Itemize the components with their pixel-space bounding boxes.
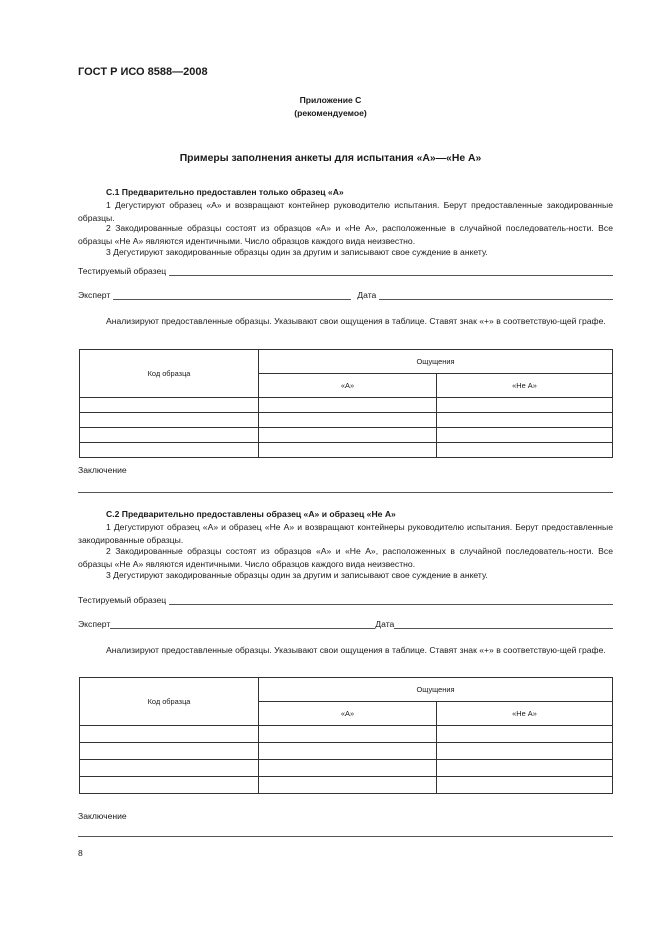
- paragraph: 1 Дегустируют образец «А» и возвращают контейнер руководителю испытания. Берут предоставленные закодированные образцы.: [78, 200, 613, 223]
- expert-label: Эксперт: [78, 619, 111, 629]
- page-number: 8: [78, 848, 83, 858]
- cell-a[interactable]: [259, 760, 437, 777]
- document-code: ГОСТ Р ИСО 8588—2008: [78, 66, 208, 78]
- cell-a[interactable]: [259, 743, 437, 760]
- sensation-table: [79, 677, 613, 794]
- table-row: [80, 398, 613, 413]
- sensation-header: Ощущения: [259, 678, 613, 702]
- cell-code[interactable]: [80, 443, 259, 458]
- conclusion-line[interactable]: [78, 492, 613, 493]
- tested-sample-field[interactable]: [78, 595, 613, 605]
- instruction-text: Анализируют предоставленные образцы. Указывают свои ощущения в таблице. Ставят знак «+» в соответствую-щей графе.: [106, 645, 606, 655]
- cell-code[interactable]: [80, 743, 259, 760]
- main-title: Примеры заполнения анкеты для испытания «А»—«Не А»: [179, 153, 482, 164]
- cell-a[interactable]: [259, 443, 437, 458]
- cell-code[interactable]: [80, 428, 259, 443]
- table-row: [80, 743, 613, 760]
- conclusion-line[interactable]: [78, 836, 613, 837]
- expert-line[interactable]: [110, 619, 375, 629]
- cell-a[interactable]: [259, 398, 437, 413]
- cell-code[interactable]: [80, 398, 259, 413]
- code-header: Код образца: [80, 678, 259, 726]
- paragraph: 3 Дегустируют закодированные образцы один за другим и записывают свое суждение в анкету.: [106, 570, 488, 580]
- table-row: [80, 428, 613, 443]
- cell-code[interactable]: [80, 760, 259, 777]
- expert-label: Эксперт: [78, 290, 111, 300]
- conclusion-label: Заключение: [78, 811, 127, 821]
- appendix-subtitle: (рекомендуемое): [294, 108, 367, 118]
- cell-code[interactable]: [80, 726, 259, 743]
- code-header: Код образца: [80, 350, 259, 398]
- section-heading: С.2 Предварительно предоставлены образец «А» и образец «Не А»: [106, 509, 396, 519]
- cell-not-a[interactable]: [437, 398, 613, 413]
- cell-not-a[interactable]: [437, 777, 613, 794]
- cell-not-a[interactable]: [437, 743, 613, 760]
- expert-date-field[interactable]: [78, 290, 613, 300]
- col-a-header: «А»: [259, 374, 437, 398]
- cell-a[interactable]: [259, 726, 437, 743]
- appendix-title: Приложение С: [299, 95, 362, 105]
- col-not-a-header: «Не А»: [437, 702, 613, 726]
- sensation-header: Ощущения: [259, 350, 613, 374]
- cell-not-a[interactable]: [437, 760, 613, 777]
- table-row: [80, 726, 613, 743]
- sensation-table: [79, 349, 613, 458]
- tested-sample-label: Тестируемый образец: [78, 266, 167, 276]
- tested-sample-label: Тестируемый образец: [78, 595, 167, 605]
- date-label: Дата: [375, 619, 395, 629]
- cell-not-a[interactable]: [437, 726, 613, 743]
- conclusion-label: Заключение: [78, 465, 127, 475]
- paragraph: 2 Закодированные образцы состоят из образцов «А» и «Не А», расположенных в случайной последователь-ности. Все образцы «Не А» являются идентичными. Число образцов каждого вида неизвестно.: [78, 546, 613, 569]
- tested-sample-field[interactable]: [78, 266, 613, 276]
- paragraph: 3 Дегустируют закодированные образцы один за другим и записывают свое суждение в анкету.: [106, 247, 488, 257]
- date-label: Дата: [357, 290, 377, 300]
- expert-date-field[interactable]: [78, 619, 613, 629]
- tested-sample-line[interactable]: [169, 266, 613, 276]
- paragraph: 2 Закодированные образцы состоят из образцов «А» и «Не А», расположенные в случайной последователь-ности. Все образцы «Не А» являются идентичными. Число образцов каждого вида неизвестно.: [78, 223, 613, 246]
- table-row: [80, 443, 613, 458]
- tested-sample-line[interactable]: [169, 595, 613, 605]
- cell-code[interactable]: [80, 413, 259, 428]
- table-row: [80, 760, 613, 777]
- cell-a[interactable]: [259, 428, 437, 443]
- section-heading: С.1 Предварительно предоставлен только образец «А»: [106, 187, 344, 197]
- date-line[interactable]: [379, 290, 613, 300]
- cell-not-a[interactable]: [437, 428, 613, 443]
- cell-not-a[interactable]: [437, 443, 613, 458]
- cell-a[interactable]: [259, 413, 437, 428]
- table-row: [80, 777, 613, 794]
- cell-a[interactable]: [259, 777, 437, 794]
- cell-code[interactable]: [80, 777, 259, 794]
- paragraph: 1 Дегустируют образец «А» и образец «Не А» и возвращают контейнеры руководителю испытания. Берут предоставленные закодированные образцы.: [78, 522, 613, 545]
- instruction-text: Анализируют предоставленные образцы. Указывают свои ощущения в таблице. Ставят знак «+» в соответствую-щей графе.: [106, 316, 606, 326]
- table-row: [80, 413, 613, 428]
- date-line[interactable]: [394, 619, 613, 629]
- expert-line[interactable]: [113, 290, 351, 300]
- col-a-header: «А»: [259, 702, 437, 726]
- col-not-a-header: «Не А»: [437, 374, 613, 398]
- cell-not-a[interactable]: [437, 413, 613, 428]
